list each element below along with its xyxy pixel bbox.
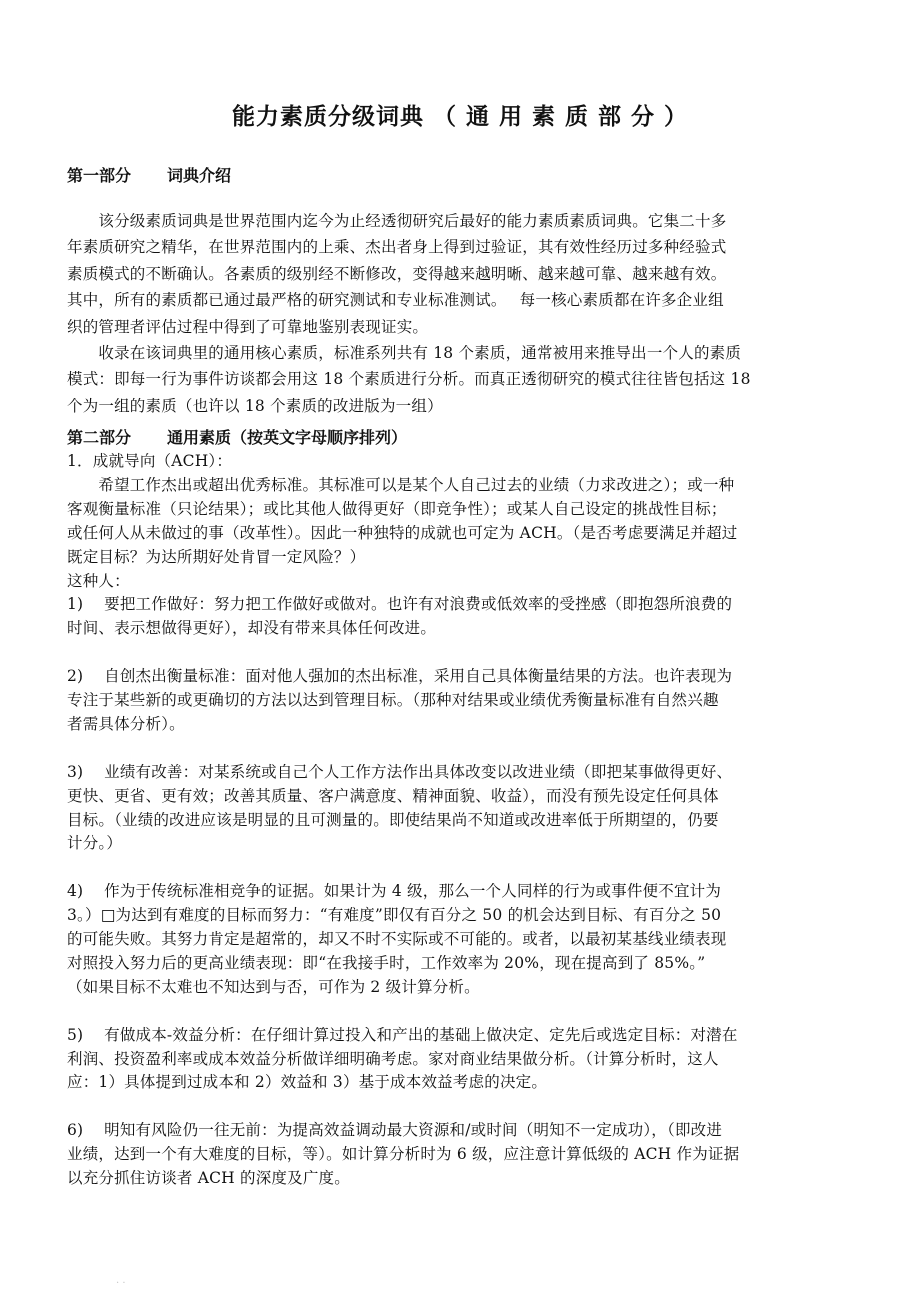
text-line: 更快、更省、更有效；改善其质量、客户满意度、精神面貌、收益），而没有预先设定任何具体	[67, 786, 719, 805]
text-line: 应：1）具体提到过成本和 2）效益和 3）基于成本效益考虑的决定。	[67, 1073, 548, 1092]
footer-mark: · ·	[116, 1278, 126, 1289]
text-line: 该分级素质词典是世界范围内迄今为止经透彻研究后最好的能力素质素质词典。它集二十多	[67, 212, 727, 230]
text-line: 利润、投资盈利率或成本效益分析做详细明确考虑。家对商业结果做分析。（计算分析时，这人	[67, 1049, 719, 1068]
text-line: 或任何人从未做过的事（改革性）。因此一种独特的成就也可定为 ACH。（是否考虑要满足并超过	[67, 523, 738, 542]
text-line: 收录在该词典里的通用核心素质，标准系列共有 18 个素质，通常被用来推导出一个人的素质	[67, 344, 742, 362]
text-line: 素质模式的不断确认。各素质的级别经不断修改，变得越来越明晰、越来越可靠、越来越有效。	[67, 264, 727, 283]
text-line: 个为一组的素质（也许以 18 个素质的改进版为一组）	[67, 396, 443, 415]
text-line: 织的管理者评估过程中得到了可靠地鉴别表现证实。	[67, 317, 429, 336]
text-line: 1．成就导向（ACH）：	[67, 452, 233, 470]
part2-name: 通用素质（按英文字母顺序排列）	[167, 428, 408, 447]
text-line: （如果目标不太难也不知达到与否，可作为 2 级计算分析。	[67, 977, 480, 996]
text-line: 目标。（业绩的改进应该是明显的且可测量的。即使结果尚不知道或改进率低于所期望的，仍要	[67, 810, 719, 829]
text-line: 计分。）	[67, 834, 123, 853]
text-line: 时间、表示想做得更好），却没有带来具体任何改进。	[67, 619, 437, 638]
part1-label: 第一部分	[67, 166, 132, 185]
text-line: 模式：即每一行为事件访谈都会用这 18 个素质进行分析。而真正透彻研究的模式往往皆包括这 18	[67, 370, 751, 389]
text-line: 1) 要把工作做好：努力把工作做好或做对。也许有对浪费或低效率的受挫感（即抱怨所浪费的	[67, 595, 733, 614]
part1-name: 词典介绍	[167, 166, 232, 185]
text-line: 6) 明知有风险仍一往无前：为提高效益调动最大资源和/或时间（明知不一定成功），（即改进	[67, 1121, 723, 1140]
text-line: 业绩，达到一个有大难度的目标，等）。如计算分析时为 6 级，应注意计算低级的 ACH 作为证据	[67, 1145, 740, 1164]
text-line: 以充分抓住访谈者 ACH 的深度及广度。	[67, 1169, 350, 1187]
text-line: 5) 有做成本-效益分析：在仔细计算过投入和产出的基础上做决定、定先后或选定目标：对潜在	[67, 1025, 738, 1044]
text-line: 的可能失败。其努力肯定是超常的，却又不时不实际或不可能的。或者，以最初某基线业绩表现	[67, 930, 727, 948]
page-title: 能力素质分级词典 （ 通 用 素 质 部 分 ）	[231, 104, 689, 130]
text-line: 3。）□为达到有难度的目标而努力：“有难度”即仅有百分之 50 的机会达到目标、有百分之 50	[67, 906, 722, 925]
text-line: 客观衡量标准（只论结果）；或比其他人做得更好（即竞争性）；或某人自己设定的挑战性目标；	[67, 499, 727, 518]
part2-heading	[67, 425, 407, 448]
text-line: 其中，所有的素质都已通过最严格的研究测试和专业标准测试。 每一核心素质都在许多企业组	[67, 291, 724, 310]
text-line: 者需具体分析）。	[67, 714, 185, 733]
text-line: 对照投入努力后的更高业绩表现：即“在我接手时，工作效率为 20%，现在提高到了 85%。”	[67, 953, 706, 972]
text-line: 既定目标？为达所期好处肯冒一定风险？）	[67, 547, 366, 566]
part1-heading	[67, 163, 231, 186]
text-line: 这种人：	[67, 571, 130, 590]
part2-label: 第二部分	[67, 428, 132, 447]
text-line: 4) 作为于传统标准相竞争的证据。如果计为 4 级，那么一个人同样的行为或事件便不宜计为	[67, 882, 722, 901]
text-line: 专注于某些新的或更确切的方法以达到管理目标。（那种对结果或业绩优秀衡量标准有自然兴趣	[67, 691, 719, 709]
text-line: 2) 自创杰出衡量标准：面对他人强加的杰出标准，采用自己具体衡量结果的方法。也许表现为	[67, 667, 733, 686]
text-line: 希望工作杰出或超出优秀标准。其标准可以是某个人自己过去的业绩（力求改进之）；或一种	[67, 475, 735, 494]
text-line: 年素质研究之精华，在世界范围内的上乘、杰出者身上得到过验证，其有效性经历过多种经验式	[67, 238, 727, 257]
text-line: 3) 业绩有改善：对某系统或自己个人工作方法作出具体改变以改进业绩（即把某事做得更好、	[67, 762, 733, 781]
